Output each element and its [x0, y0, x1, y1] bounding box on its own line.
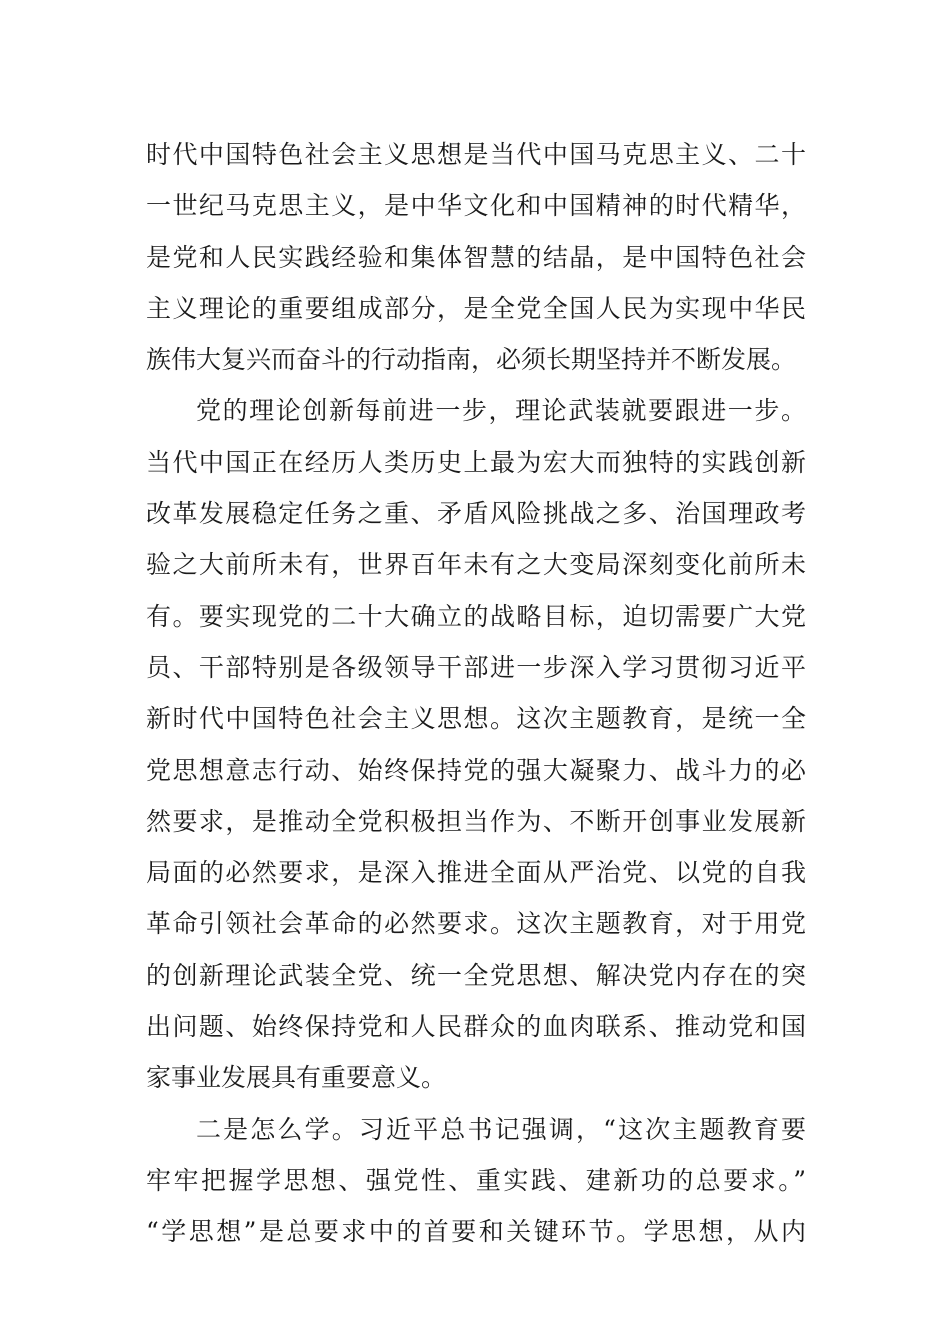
- paragraph-2-line-7: 新时代中国特色社会主义思想。这次主题教育，是统一全: [146, 704, 806, 734]
- paragraph-2-line-3: 改革发展稳定任务之重、矛盾风险挑战之多、治国理政考: [146, 499, 806, 529]
- paragraph-2-line-6: 员、干部特别是各级领导干部进一步深入学习贯彻习近平: [146, 652, 806, 682]
- paragraph-2-line-11: 革命引领社会革命的必然要求。这次主题教育，对于用党: [146, 909, 806, 939]
- paragraph-2-line-9: 然要求，是推动全党积极担当作为、不断开创事业发展新: [146, 806, 806, 836]
- paragraph-3-line-3: “学思想”是总要求中的首要和关键环节。学思想，从内: [146, 1217, 806, 1247]
- paragraph-2-line-13: 出问题、始终保持党和人民群众的血肉联系、推动党和国: [146, 1012, 806, 1042]
- paragraph-1-line-5: 族伟大复兴而奋斗的行动指南，必须长期坚持并不断发展。: [146, 345, 797, 375]
- paragraph-2-line-5: 有。要实现党的二十大确立的战略目标，迫切需要广大党: [146, 601, 806, 631]
- document-body: [146, 129, 806, 1258]
- paragraph-3-line-2: 牢牢把握学思想、强党性、重实践、建新功的总要求。”: [146, 1165, 806, 1195]
- paragraph-2-line-14: 家事业发展具有重要意义。: [146, 1063, 447, 1093]
- paragraph-1-line-4: 主义理论的重要组成部分，是全党全国人民为实现中华民: [146, 293, 806, 323]
- paragraph-2-line-2: 当代中国正在经历人类历史上最为宏大而独特的实践创新: [146, 447, 806, 477]
- paragraph-2-line-10: 局面的必然要求，是深入推进全面从严治党、以党的自我: [146, 858, 806, 888]
- paragraph-3-line-1: 二是怎么学。习近平总书记强调，“这次主题教育要: [196, 1114, 806, 1144]
- paragraph-1-line-2: 一世纪马克思主义，是中华文化和中国精神的时代精华，: [146, 191, 806, 221]
- paragraph-1-line-3: 是党和人民实践经验和集体智慧的结晶，是中国特色社会: [146, 242, 806, 272]
- paragraph-1-line-1: 时代中国特色社会主义思想是当代中国马克思主义、二十: [146, 140, 806, 169]
- paragraph-2-line-4: 验之大前所未有，世界百年未有之大变局深刻变化前所未: [146, 550, 806, 580]
- paragraph-2-line-1: 党的理论创新每前进一步，理论武装就要跟进一步。: [196, 396, 806, 426]
- paragraph-2-line-8: 党思想意志行动、始终保持党的强大凝聚力、战斗力的必: [146, 755, 806, 785]
- paragraph-2-line-12: 的创新理论武装全党、统一全党思想、解决党内存在的突: [146, 960, 806, 990]
